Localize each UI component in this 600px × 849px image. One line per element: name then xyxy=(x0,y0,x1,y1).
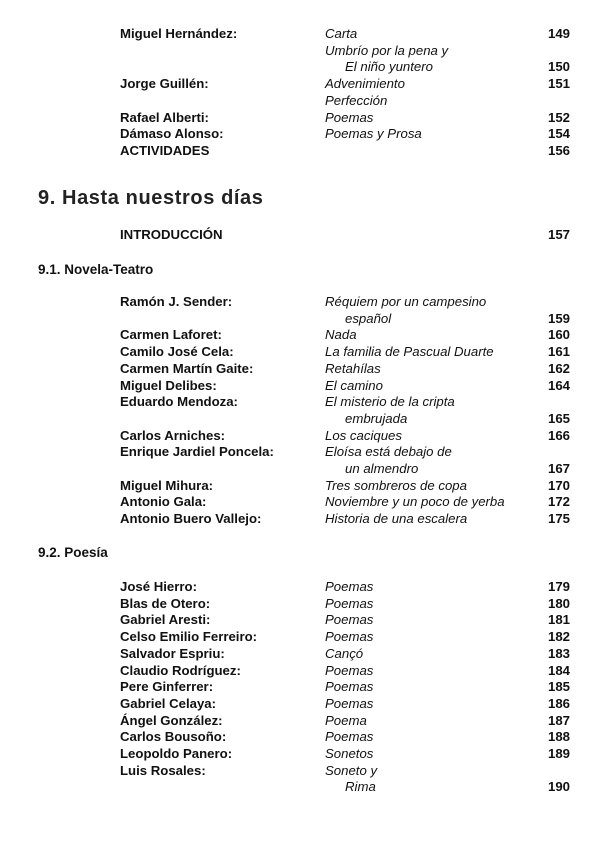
toc-entry-line xyxy=(0,645,600,662)
toc-entry-line xyxy=(0,427,600,444)
toc-author: Miguel Hernández: xyxy=(120,26,238,41)
toc-entry-line xyxy=(0,109,600,126)
toc-work-title: español xyxy=(345,310,392,326)
toc-entry-line xyxy=(0,578,600,595)
toc-author: Jorge Guillén: xyxy=(120,76,209,92)
toc-entry-line xyxy=(0,92,600,109)
toc-author: Gabriel Aresti: xyxy=(120,612,211,628)
toc-author: Miguel Delibes: xyxy=(120,377,217,393)
toc-entry-line xyxy=(0,377,600,394)
toc-page-number: 187 xyxy=(547,712,570,728)
section-title-novela-teatro: 9.1. Novela-Teatro xyxy=(38,262,154,277)
introduction-page: 157 xyxy=(547,227,570,242)
toc-work-title: Poemas xyxy=(325,729,374,745)
toc-author: Rafael Alberti: xyxy=(120,109,209,125)
toc-page-number: 151 xyxy=(547,76,570,92)
toc-entry-line xyxy=(0,611,600,628)
toc-entry-line xyxy=(0,493,600,510)
section-title-poesia: 9.2. Poesía xyxy=(38,545,108,560)
toc-entry-line xyxy=(0,477,600,494)
toc-work-title: El niño yuntero xyxy=(345,59,433,75)
toc-work-title: La familia de Pascual Duarte xyxy=(325,344,494,360)
toc-entry-line xyxy=(0,393,600,410)
toc-entry-line xyxy=(0,410,600,427)
toc-work-title: Poemas xyxy=(325,595,374,611)
toc-entry-line xyxy=(0,510,600,527)
toc-work-title: Poemas xyxy=(325,679,374,695)
toc-author: Celso Emilio Ferreiro: xyxy=(120,629,258,645)
toc-page-number: 165 xyxy=(547,410,570,426)
toc-entry-line xyxy=(0,343,600,360)
toc-entry-line xyxy=(0,443,600,460)
toc-work-title: El camino xyxy=(325,377,383,393)
toc-work-title: Poema xyxy=(325,712,367,728)
toc-work-title: Rima xyxy=(345,779,376,795)
toc-page-number: 166 xyxy=(547,427,570,443)
toc-page-number: 184 xyxy=(547,662,570,678)
toc-entry-line xyxy=(0,762,600,779)
toc-author: Carlos Bousoño: xyxy=(120,729,227,745)
toc-entry-line xyxy=(0,360,600,377)
toc-work-title: Retahílas xyxy=(325,360,381,376)
toc-work-title: Soneto y xyxy=(325,762,378,778)
toc-author: Pere Ginferrer: xyxy=(120,679,214,695)
toc-entry-line xyxy=(0,745,600,762)
toc-author: Gabriel Celaya: xyxy=(120,695,217,711)
toc-work-title: El misterio de la cripta xyxy=(325,394,455,410)
toc-work-title: Perfección xyxy=(325,92,388,108)
toc-page-number: 172 xyxy=(547,494,570,510)
toc-author: Antonio Gala: xyxy=(120,494,207,510)
toc-author: Enrique Jardiel Poncela: xyxy=(120,444,274,460)
toc-entry-line xyxy=(0,778,600,795)
toc-work-title: Carta xyxy=(325,26,358,41)
toc-page-number: 181 xyxy=(547,612,570,628)
toc-page-number: 164 xyxy=(547,377,570,393)
toc-work-title: Cançó xyxy=(325,645,364,661)
toc-entry-line xyxy=(0,662,600,679)
toc-page-number: 156 xyxy=(547,142,570,158)
introduction-row xyxy=(0,226,600,243)
toc-entry-line xyxy=(0,75,600,92)
toc-entry-line xyxy=(0,125,600,142)
toc-entry-line xyxy=(0,58,600,75)
toc-page-number: 179 xyxy=(547,579,570,594)
toc-page-number: 162 xyxy=(547,360,570,376)
toc-author: Claudio Rodríguez: xyxy=(120,662,241,678)
toc-entry-line xyxy=(0,712,600,729)
toc-entry-line xyxy=(0,25,600,42)
toc-page-number: 180 xyxy=(547,595,570,611)
toc-entry-line xyxy=(0,142,600,159)
toc-work-title: un almendro xyxy=(345,461,419,476)
toc-page-number: 161 xyxy=(547,344,570,360)
toc-work-title: Advenimiento xyxy=(325,76,405,92)
toc-page-number: 183 xyxy=(547,645,570,661)
toc-work-title: Sonetos xyxy=(325,746,374,761)
toc-page-number: 188 xyxy=(547,729,570,745)
toc-author: ACTIVIDADES xyxy=(120,142,210,158)
toc-page-number: 185 xyxy=(547,679,570,695)
toc-entry-line xyxy=(0,695,600,712)
toc-page-number: 160 xyxy=(547,327,570,343)
toc-work-title: Poemas xyxy=(325,109,374,125)
toc-entry-line xyxy=(0,628,600,645)
toc-work-title: Réquiem por un campesino xyxy=(325,294,487,309)
toc-entry-line xyxy=(0,293,600,310)
toc-entry-line xyxy=(0,460,600,477)
toc-page-number: 167 xyxy=(547,461,570,476)
toc-author: Camilo José Cela: xyxy=(120,344,234,360)
toc-work-title: Poemas xyxy=(325,579,374,594)
toc-work-title: Poemas y Prosa xyxy=(325,126,422,142)
toc-author: Ramón J. Sender: xyxy=(120,294,233,309)
toc-page-number: 154 xyxy=(547,126,570,142)
toc-page-number: 190 xyxy=(547,779,570,795)
toc-page-number: 170 xyxy=(547,477,570,493)
toc-author: Luis Rosales: xyxy=(120,762,206,778)
toc-page-number: 189 xyxy=(547,746,570,761)
introduction-label: INTRODUCCIÓN xyxy=(120,227,223,242)
toc-work-title: Poemas xyxy=(325,629,374,645)
toc-entry-line xyxy=(0,728,600,745)
toc-work-title: Los caciques xyxy=(325,427,402,443)
toc-page-number: 175 xyxy=(547,511,570,527)
toc-entry-line xyxy=(0,326,600,343)
toc-work-title: embrujada xyxy=(345,410,408,426)
toc-author: Blas de Otero: xyxy=(120,595,211,611)
toc-author: Ángel González: xyxy=(120,712,223,728)
toc-author: José Hierro: xyxy=(120,579,197,594)
toc-author: Carmen Martín Gaite: xyxy=(120,360,254,376)
toc-author: Antonio Buero Vallejo: xyxy=(120,511,262,527)
toc-page-number: 150 xyxy=(547,59,570,75)
toc-work-title: Nada xyxy=(325,327,357,343)
toc-work-title: Umbrío por la pena y xyxy=(325,42,449,58)
toc-page-number: 182 xyxy=(547,629,570,645)
toc-author: Eduardo Mendoza: xyxy=(120,394,238,410)
toc-entry-line xyxy=(0,595,600,612)
toc-work-title: Noviembre y un poco de yerba xyxy=(325,494,505,510)
chapter-title: 9. Hasta nuestros días xyxy=(38,187,264,209)
toc-work-title: Poemas xyxy=(325,662,374,678)
toc-work-title: Historia de una escalera xyxy=(325,511,468,527)
toc-entry-line xyxy=(0,310,600,327)
toc-author: Miguel Mihura: xyxy=(120,477,214,493)
toc-work-title: Eloísa está debajo de xyxy=(325,444,452,460)
toc-author: Carmen Laforet: xyxy=(120,327,222,343)
toc-entry-line xyxy=(0,42,600,59)
toc-work-title: Poemas xyxy=(325,695,374,711)
toc-author: Carlos Arniches: xyxy=(120,427,226,443)
toc-page-number: 149 xyxy=(547,26,570,41)
toc-page-number: 159 xyxy=(547,310,570,326)
toc-page-number: 152 xyxy=(547,109,570,125)
toc-page-number: 186 xyxy=(547,695,570,711)
toc-work-title: Poemas xyxy=(325,612,374,628)
toc-author: Leopoldo Panero: xyxy=(120,746,233,761)
toc-author: Salvador Espriu: xyxy=(120,645,225,661)
toc-work-title: Tres sombreros de copa xyxy=(325,477,467,493)
toc-author: Dámaso Alonso: xyxy=(120,126,224,142)
toc-entry-line xyxy=(0,678,600,695)
